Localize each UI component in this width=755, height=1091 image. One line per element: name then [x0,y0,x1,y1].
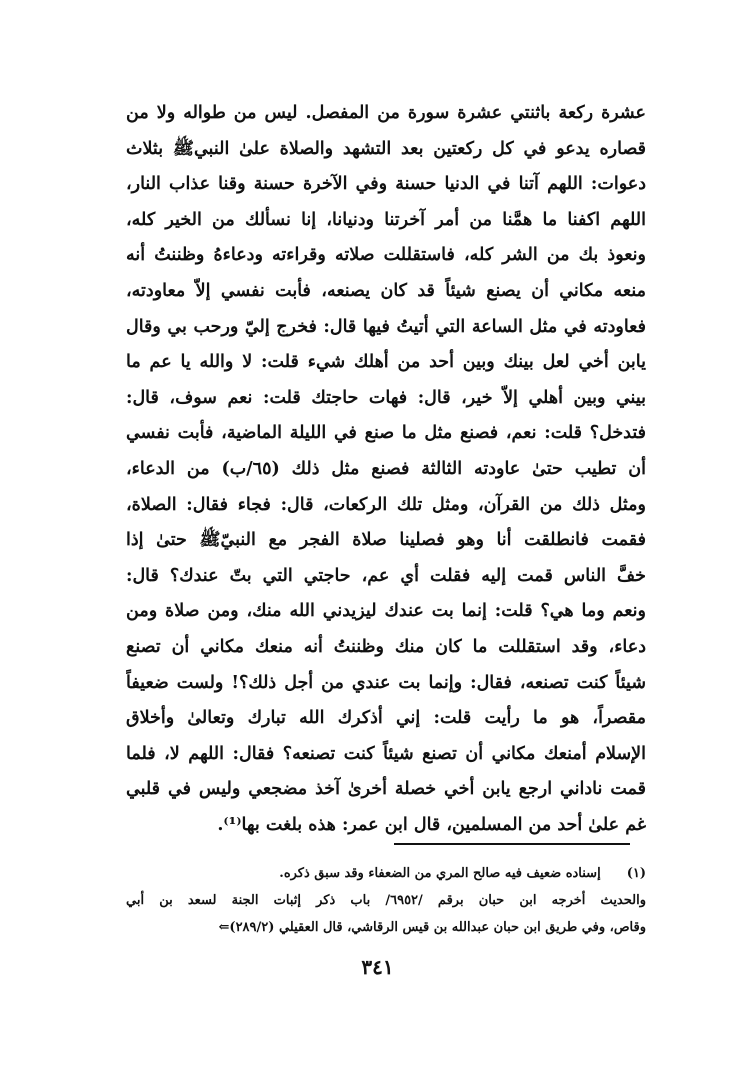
text-line: فعاودته في مثل الساعة التي أتيتُ فيها قال: فخرج إليّ ورحب بي وقال [126,316,646,337]
text-line: دعاء، وقد استقللت ما كان منك وظننتُ أنه منعك مكاني أن تصنع [126,636,646,657]
footnote-text: إسناده ضعيف فيه صالح المري من الضعفاء وقد سبق ذكره. [279,866,601,881]
text-line: يابن أخي لعل بينك وبين أحد من أهلك شيء قلت: لا والله يا عم ما [126,352,646,373]
footnote-line [126,860,646,887]
text-line: قمت ناداني ارجع يابن أخي خصلة أخرىٰ آخذ مضجعي وليس في قلبي [126,779,646,800]
text-line: قصاره يدعو في كل ركعتين بعد التشهد والصلاة علىٰ النبيﷺ بثلاث [126,138,646,159]
text-line: دعوات: اللهم آتنا في الدنيا حسنة وفي الآخرة حسنة وقنا عذاب النار، [126,174,646,195]
page-number: ٣٤١ [361,955,394,979]
text-line: شيئاً كنت تصنعه، فقال: وإنما بت عندي من أجل ذلك؟! ولست ضعيفاً [126,672,646,693]
text-line: ومثل ذلك من القرآن، ومثل تلك الركعات، قال: فجاء فقال: الصلاة، [126,494,646,515]
text-line: الإسلام أمنعك مكاني أن تصنع شيئاً كنت تصنعه؟ فقال: اللهم لا، فلما [126,743,646,764]
text-line: بيني وبين أهلي إلاّ خير، قال: فهات حاجتك قلت: نعم سوف، قال: [126,387,646,408]
text-line: اللهم اكفنا ما همَّنا من أمر آخرتنا ودنيانا، إنا نسألك من الخير كله، [126,209,646,230]
text-line: ونعم وما هي؟ قلت: إنما بت عندك ليزيدني الله منك، ومن صلاة ومن [126,601,646,622]
text-line: خفَّ الناس قمت إليه فقلت أي عم، حاجتي التي بتّ عندك؟ قال: [126,565,646,586]
text-line: منعه مكاني أن يصنع شيئاً قد كان يصنعه، فأبت نفسي إلاّ معاودته، [126,280,646,301]
footnote-line: وقاص، وفي طريق ابن حبان عبدالله بن قيس الرقاشي، قال العقيلي (٢٨٩/٢)⇐ [218,920,646,935]
footnote-line: والحديث أخرجه ابن حبان برقم /٦٩٥٢/ باب ذكر إثبات الجنة لسعد بن أبي [126,893,646,908]
text-line: فتدخل؟ قلت: نعم، فصنع مثل ما صنع في الليلة الماضية، فأبت نفسي [126,423,646,444]
text-line: عشرة ركعة باثنتي عشرة سورة من المفصل. ليس من طواله ولا من [126,103,646,123]
text-line: أن تطيب حتىٰ عاودته الثالثة فصنع مثل ذلك (٦٥/ب) من الدعاء، [126,458,646,479]
footnote-number: (١) [626,866,646,881]
text-line: مقصراً، هو ما رأيت قلت: إني أذكرك الله تبارك وتعالىٰ وأخلاق [126,708,646,729]
text-line: فقمت فانطلقت أنا وهو فصلينا صلاة الفجر مع النبيّﷺ حتىٰ إذا [126,530,646,551]
footnote-divider [394,843,630,845]
main-text [126,96,646,843]
text-line: ونعوذ بك من الشر كله، فاستقللت صلاته وقراءته ودعاءهُ وظننتُ أنه [126,245,646,266]
text-line: غم علىٰ أحد من المسلمين، قال ابن عمر: هذه بلغت بها⁽¹⁾. [217,814,646,835]
footnotes [126,860,646,941]
